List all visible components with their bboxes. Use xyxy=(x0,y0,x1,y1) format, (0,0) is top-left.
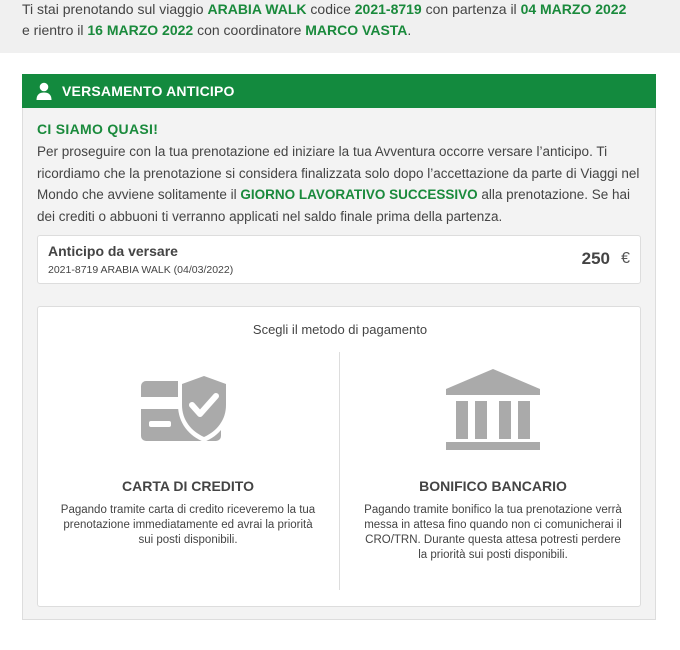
payment-method-title: Scegli il metodo di pagamento xyxy=(252,322,428,337)
return-date: 16 MARZO 2022 xyxy=(87,22,194,38)
deposit-label: Anticipo da versare xyxy=(48,243,178,259)
deposit-currency: € xyxy=(621,250,630,267)
credit-card-shield-icon xyxy=(133,367,243,451)
deposit-amount: 250 xyxy=(581,249,610,268)
bank-icon xyxy=(438,367,548,451)
coordinator-name: MARCO VASTA xyxy=(305,22,408,38)
deposit-panel xyxy=(22,74,656,620)
payment-divider xyxy=(339,352,340,590)
bank-transfer-option[interactable] xyxy=(363,367,623,561)
deposit-description: Per proseguire con la tua prenotazione ed iniziare la tua Avventura occorre versare l’anticipo. Ti ricordiamo che la prenotazione si considera finalizzata solo dopo l’accettazione da parte di Viaggi nel Mondo che avviene solitamente il GIORNO LAVORATIVO SUCCESSIVO alla prenotazione. Se hai dei crediti o abbuoni ti verranno applicati nel saldo finale prima della partenza. xyxy=(37,144,640,224)
payment-method-box xyxy=(37,306,641,607)
booking-summary-bar xyxy=(0,0,680,53)
credit-card-title: CARTA DI CREDITO xyxy=(122,478,254,494)
deposit-amount-box xyxy=(37,235,641,284)
departure-date: 04 MARZO 2022 xyxy=(520,1,627,17)
panel-title: VERSAMENTO ANTICIPO xyxy=(62,83,235,99)
user-icon xyxy=(36,82,52,100)
trip-name: ARABIA WALK xyxy=(207,1,307,17)
bank-transfer-description: Pagando tramite bonifico la tua prenotazione verrà messa in attesa fino quando non ci comunicherai il CRO/TRN. Durante questa attesa potresti perdere la priorità sui posti disponibili. xyxy=(364,504,622,561)
panel-header xyxy=(22,74,656,108)
booking-summary-text: Ti stai prenotando sul viaggio ARABIA WALK codice 2021-8719 con partenza il 04 MARZO 2022 e rientro il 16 MARZO 2022 con coordinatore MARCO VASTA. xyxy=(22,1,627,38)
almost-there-heading: CI SIAMO QUASI! xyxy=(37,121,159,137)
credit-card-description: Pagando tramite carta di credito riceveremo la tua prenotazione immediatamente ed avrai la priorità sui posti disponibili. xyxy=(60,504,316,546)
credit-card-option[interactable] xyxy=(58,367,318,546)
deposit-details: 2021-8719 ARABIA WALK (04/03/2022) xyxy=(48,264,234,276)
bank-transfer-title: BONIFICO BANCARIO xyxy=(419,478,567,494)
trip-code: 2021-8719 xyxy=(354,1,422,17)
next-working-day-highlight: GIORNO LAVORATIVO SUCCESSIVO xyxy=(240,187,478,202)
